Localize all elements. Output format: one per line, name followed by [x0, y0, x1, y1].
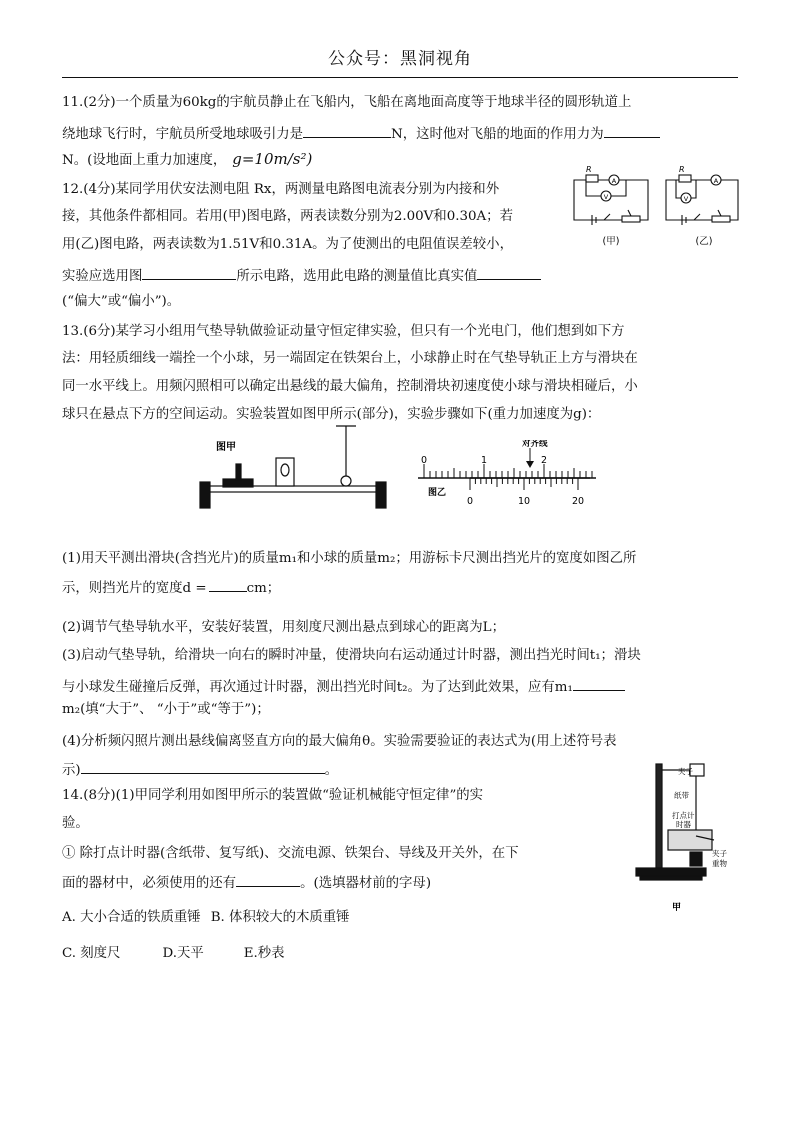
q13-step1b — [62, 578, 280, 598]
yi-voltmeter-icon: V — [683, 195, 689, 203]
q12-line5: (“偏大”或“偏小”)。 — [62, 294, 181, 309]
q13-step4a: (4)分析频闪照片测出悬线偏离竖直方向的最大偏角θ。实验需要验证的表达式为(用上述符号表 — [62, 734, 617, 749]
q11-text-b: N，这时他对飞船的地面的作用力为 — [391, 127, 604, 142]
q12-line3: 用(乙)图电路，两表读数为1.51V和0.31A。为了使测出的电阻值误差较小， — [62, 237, 513, 252]
q14-option-c: C. 刻度尺 — [62, 946, 121, 961]
q11-formula: g=10m/s²) — [232, 150, 313, 168]
q12-answer-blank-2[interactable] — [477, 266, 541, 280]
q14-answer-blank[interactable] — [236, 873, 300, 887]
jia-r-label: R — [586, 165, 592, 174]
q14-option-b: B. 体积较大的木质重锤 — [210, 910, 350, 925]
q14-line3: ① 除打点计时器(含纸带、复写纸)、交流电源、铁架台、导线及开关外，在下 — [62, 846, 519, 861]
q13-line4: 球只在悬点下方的空间运动。实验装置如图甲所示(部分)，实验步骤如下(重力加速度为g)： — [62, 407, 601, 422]
q13-step1b-text: 示，则挡光片的宽度d = — [62, 581, 207, 596]
q12-line2: 接，其他条件都相同。若用(甲)图电路，两表读数分别为2.00V和0.30A；若 — [62, 209, 513, 224]
q14-options-cde — [62, 945, 285, 963]
vernier-tick-10: 10 — [517, 496, 531, 507]
q11-text-c: N。(设地面上重力加速度， — [62, 153, 227, 168]
q12-text-a: 实验应选用图 — [62, 269, 143, 284]
fig-caption-jia: 甲 — [672, 903, 682, 913]
q11-answer-blank-1[interactable] — [303, 124, 391, 138]
q14-line2: 验。 — [62, 816, 89, 831]
q13-step1a: (1)用天平测出滑块(含挡光片)的质量m₁和小球的质量m₂；用游标卡尺测出挡光片的宽度如图乙所 — [62, 551, 637, 566]
main-tick-0: 0 — [420, 455, 428, 466]
q12-line1: 12.(4分)某同学用伏安法测电阻 Rx，两测量电路图电流表分别为内接和外 — [62, 182, 500, 197]
yi-r-label: R — [679, 165, 685, 174]
label-paper-tape: 纸带 — [674, 791, 689, 800]
q13-step3b-text: 与小球发生碰撞后反弹，再次通过计时器，测出挡光时间t₂。为了达到此效果，应有m₁ — [62, 680, 573, 695]
q13-step4b-text: 示) — [62, 763, 81, 778]
q12-text-b: 所示电路，选用此电路的测量值比真实值 — [236, 269, 478, 284]
q14-line4-text: 面的器材中，必须使用的还有 — [62, 876, 237, 891]
jia-voltmeter-icon: V — [603, 193, 609, 201]
q14-line4-end: 。(选填器材前的字母) — [300, 876, 432, 891]
q11-line1: 11.(2分)一个质量为60kg的宇航员静止在飞船内，飞船在离地面高度等于地球半径的圆形轨道上 — [62, 95, 632, 110]
yi-ammeter-icon: A — [713, 177, 719, 185]
jia-ammeter-icon: A — [611, 177, 617, 185]
air-track-drawing — [200, 426, 386, 508]
fig-jia-label: 图甲 — [216, 442, 236, 453]
vernier-tick-20: 20 — [571, 496, 585, 507]
label-timer-1: 打点计 — [672, 811, 695, 820]
q13-answer-blank-expression[interactable] — [81, 760, 325, 774]
q13-step3a: (3)启动气垫导轨，给滑块一向右的瞬时冲量，使滑块向右运动通过计时器，测出挡光时间t₁；滑块 — [62, 648, 641, 663]
main-scale-ticks — [424, 464, 592, 478]
q11-line3 — [62, 150, 312, 170]
header-title: 公众号：黑洞视角 — [328, 49, 472, 69]
q13-line2: 法：用轻质细线一端拴一个小球，另一端固定在铁架台上，小球静止时在气垫导轨正上方与滑块在 — [62, 351, 638, 366]
q14-option-d: D.天平 — [162, 946, 204, 961]
q13-step2: (2)调节气垫导轨水平，安装好装置，用刻度尺测出悬点到球心的距离为L； — [62, 620, 505, 635]
circuit-yi — [666, 175, 738, 225]
q11-text-a: 绕地球飞行时，宇航员所受地球吸引力是 — [62, 127, 304, 142]
q14-options-ab — [62, 909, 350, 927]
q13-answer-blank-compare[interactable] — [573, 677, 625, 691]
q13-step3b — [62, 677, 625, 697]
label-clip-bottom: 夹子 — [712, 849, 727, 858]
iron-stand-drawing — [636, 764, 714, 880]
q14-apparatus-figure — [632, 760, 742, 916]
q11-line2 — [62, 124, 660, 144]
q11-answer-blank-2[interactable] — [604, 124, 660, 138]
q13-answer-blank-width[interactable] — [209, 578, 247, 592]
label-timer-2: 时器 — [676, 820, 691, 829]
vernier-scale-ticks — [470, 478, 578, 490]
header-rule — [62, 77, 738, 78]
q13-line3: 同一水平线上。用频闪照相可以确定出悬线的最大偏角，控制滑块初速度使小球与滑块相碰后，小 — [62, 379, 638, 394]
q12-answer-blank-1[interactable] — [142, 266, 236, 280]
q14-option-e: E.秒表 — [243, 946, 285, 961]
label-weight: 重物 — [712, 859, 727, 868]
q14-line4 — [62, 873, 431, 893]
q13-step4b-end: 。 — [324, 763, 339, 778]
q13-line1: 13.(6分)某学习小组用气垫导轨做验证动量守恒定律实验，但只有一个光电门，他们想到如下方 — [62, 324, 625, 339]
q14-line1: 14.(8分)(1)甲同学利用如图甲所示的装置做“验证机械能守恒定律”的实 — [62, 788, 484, 803]
align-arrow-head — [526, 461, 534, 468]
q12-line4 — [62, 266, 541, 286]
q13-step3c: m₂(填“大于”、 “小于”或“等于”)； — [62, 702, 270, 717]
fig-yi-label: 图乙 — [428, 488, 447, 498]
label-clip-top: 夹子 — [678, 767, 693, 776]
q14-option-a: A. 大小合适的铁质重锤 — [62, 910, 201, 925]
vernier-figure — [414, 440, 614, 514]
circuit-yi-label: (乙) — [695, 236, 713, 247]
align-line-label: 对齐线 — [522, 440, 548, 449]
main-tick-2: 2 — [540, 455, 548, 466]
vernier-tick-0: 0 — [466, 496, 474, 507]
air-track-figure — [196, 424, 392, 516]
q12-circuit-figure — [566, 160, 746, 252]
main-tick-1: 1 — [480, 455, 488, 466]
circuit-jia-label: (甲) — [602, 236, 620, 247]
q13-step4b — [62, 760, 338, 780]
q13-step1b-unit: cm； — [246, 581, 281, 596]
